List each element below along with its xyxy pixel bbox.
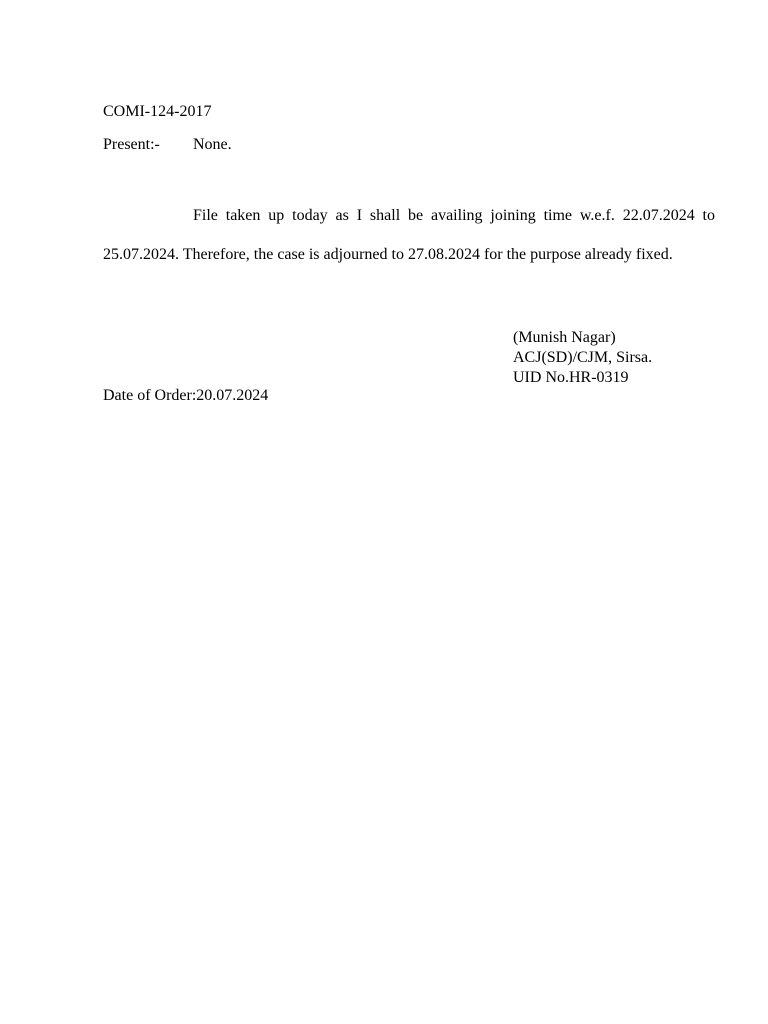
signatory-designation: ACJ(SD)/CJM, Sirsa. — [513, 349, 653, 366]
signatory-uid: UID No.HR-0319 — [513, 369, 629, 386]
present-label: Present:- — [103, 136, 160, 153]
order-date: Date of Order:20.07.2024 — [103, 387, 269, 404]
present-row — [103, 135, 232, 155]
signatory-name: (Munish Nagar) — [513, 329, 616, 346]
order-body-text: File taken up today as I shall be availing joining time w.e.f. 22.07.2024 to 25.07.2024. Therefore, the case is adjourned to 27.08.2024 for the purpose already fixed. — [103, 207, 715, 263]
present-value: None. — [193, 136, 232, 153]
signature-block — [513, 328, 652, 388]
case-number: COMI-124-2017 — [103, 103, 212, 120]
